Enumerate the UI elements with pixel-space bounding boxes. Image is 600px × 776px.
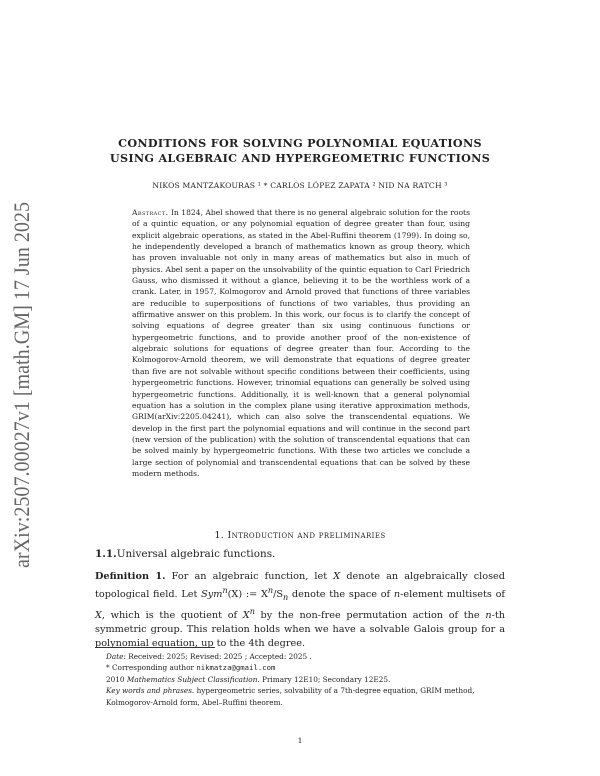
math-symbol: n (222, 584, 228, 595)
definition-text: , which is the quotient of (101, 610, 243, 621)
definition-text: -th symmetric group. This relation holds when we have a solvable Galois group for a polynomial equation, up to the 4th degree. (95, 610, 505, 649)
definition-text: by the non-free permutation action of the (254, 610, 486, 621)
footnote-label: Mathematics Subject Classification. (126, 674, 260, 684)
abstract (132, 207, 470, 479)
definition-text: denote an algebraically closed topological field. Let (95, 571, 505, 601)
subsection-heading (95, 548, 275, 560)
paper-title: CONDITIONS FOR SOLVING POLYNOMIAL EQUATIONS USING ALGEBRAIC AND HYPERGEOMETRIC FUNCTIONS (109, 136, 491, 165)
subsection-number: 1.1. (95, 548, 117, 560)
definition-text: denote the space of (288, 589, 394, 601)
abstract-label: Abstract. (132, 208, 169, 217)
math-symbol: X (242, 610, 250, 621)
footnote-label: Date (106, 652, 124, 661)
author-list: NIKOS MANTZAKOURAS ¹ * CARLOS LÓPEZ ZAPATA ² NID NA RATCH ³ (152, 181, 448, 190)
footnote-corresponding (95, 662, 505, 673)
footnotes (95, 651, 505, 708)
footnote-text: hypergeometric series, solvability of a 7th-degree equation, GRIM method, Kolmogorov-Arnold form, Abel–Ruffini theorem. (106, 686, 475, 707)
footnote-text: * Corresponding author (106, 663, 197, 673)
math-symbol: n (267, 584, 274, 595)
page-number: 1 (297, 736, 303, 745)
subsection-title: Universal algebraic functions. (116, 548, 276, 560)
footnote-label: Key words and phrases. (106, 686, 195, 696)
definition-text: (X) := X (227, 589, 268, 601)
math-symbol: n (282, 591, 289, 602)
footnote-text: Primary 12E10; Secondary 12E25. (259, 674, 391, 684)
author-email[interactable]: nikmatza@gmail.com (196, 663, 276, 673)
definition-text: For an algebraic function, let (171, 571, 334, 582)
footnote-text: : Received: 2025; Revised: 2025 ; Accepted: 2025 . (123, 652, 312, 661)
math-symbol: n (249, 605, 255, 616)
arxiv-identifier (2, 200, 40, 570)
definition-text: -element multisets of (400, 589, 505, 601)
section-heading: 1. Introduction and preliminaries (214, 530, 386, 541)
math-symbol: n (393, 589, 401, 601)
footnote-msc (95, 674, 505, 685)
footnote-rule (95, 647, 215, 648)
definition-text: /S (273, 589, 283, 601)
definition-block (95, 570, 505, 650)
definition-label: Definition 1. (95, 571, 166, 582)
math-symbol: X (333, 571, 341, 582)
math-symbol: Sym (201, 589, 223, 601)
abstract-text: In 1824, Abel showed that there is no general algebraic solution for the roots of a quintic equation, or any polynomial equation of degree greater than four, using explicit algebraic operations, as stated in the Abel-Ruffini theorem (1799). In doing so, he independently developed a branch of mathematics known as group theory, which has proven invaluable not only in many areas of mathematics but also in much of physics. Abel sent a paper on the unsolvability of the quintic equation to Carl Friedrich Gauss, who dismissed it without a glance, believing it to be the worthless work of a crank. Later, in 1957, Kolmogorov and Arnold proved that functions of three variables are reducible to superpositions of functions of two variables, thus providing an affirmative answer on this problem. In this work, our focus is to clarify the concept of solving equations of degree greater than six using continuous functions or hypergeometric functions, and to provide another proof of the non-existence of algebraic solutions for equations of degree greater than four. According to the Kolmogorov-Arnold theorem, we will demonstrate that equations of degree greater than five are not solvable without specific conditions between their coefficients, using hypergeometric functions. However, trinomial equations can generally be solved using hypergeometric functions. Additionally, it is well-known that a general polynomial equation has a solution in the complex plane using iterative approximation methods, GRIM(arXiv:2205.04241), which can also solve the transcendental equations. We develop in the first part the polynomial equations and will continue in the second part (new version of the publication) with the solution of transcendental equations that can be solved mainly by hypergeometric functions. With these two articles we conclude a large section of polynomial and transcendental equations that can be solved by these modern methods. (132, 208, 470, 478)
footnote-keywords (95, 685, 505, 708)
arxiv-identifier-text: arXiv:2507.00027v1 [math.GM] 17 Jun 2025 (9, 200, 34, 568)
math-symbol: X (95, 610, 102, 621)
footnote-date (95, 651, 505, 662)
math-symbol: n (485, 610, 492, 621)
footnote-text: 2010 (106, 674, 127, 684)
